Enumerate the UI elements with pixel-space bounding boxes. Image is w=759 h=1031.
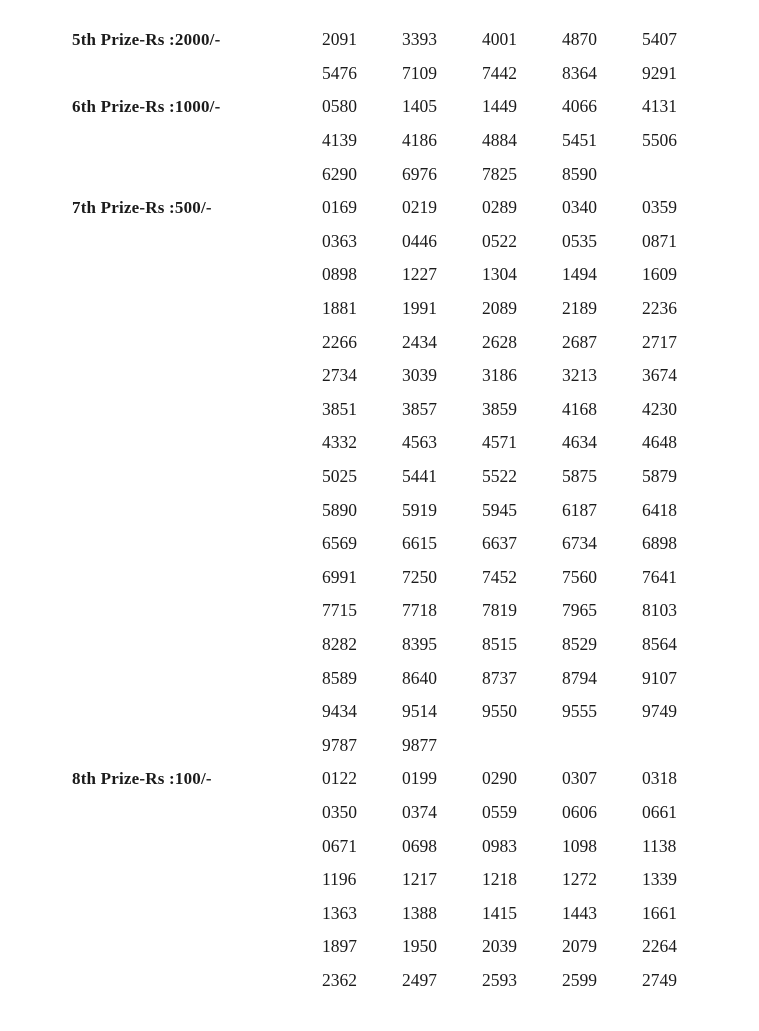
winning-number: 5879 [642,466,677,487]
winning-number: 3851 [322,398,357,419]
table-row [72,728,759,762]
winning-number: 6976 [402,163,437,184]
table-row [72,661,759,695]
table-row [72,594,759,628]
winning-number: 4634 [562,432,597,453]
winning-number: 7965 [562,600,597,621]
winning-number: 2079 [562,936,597,957]
winning-number: 5522 [482,466,517,487]
winning-number: 4168 [562,398,597,419]
table-row [72,964,759,998]
winning-number: 6418 [642,499,677,520]
winning-number: 2628 [482,331,517,352]
winning-number: 0307 [562,768,597,789]
winning-number: 7442 [482,62,517,83]
prize-tier-label: 6th Prize-Rs :1000/- [72,96,221,116]
winning-number: 6569 [322,533,357,554]
winning-number: 8103 [642,600,677,621]
winning-number: 0169 [322,197,357,218]
table-row [72,191,759,225]
winning-number: 8590 [562,163,597,184]
winning-number: 0340 [562,197,597,218]
winning-number: 1950 [402,936,437,957]
winning-number: 8564 [642,633,677,654]
winning-number: 0350 [322,801,357,822]
winning-number: 8364 [562,62,597,83]
prize-tier-label: 7th Prize-Rs :500/- [72,197,212,217]
table-row [72,124,759,158]
winning-number: 9877 [402,734,437,755]
prize-tier-label: 8th Prize-Rs :100/- [72,768,212,788]
winning-number: 2734 [322,365,357,386]
table-row [72,426,759,460]
winning-number: 3857 [402,398,437,419]
winning-number: 5875 [562,466,597,487]
winning-number: 1388 [402,902,437,923]
table-row [72,90,759,124]
winning-number: 9787 [322,734,357,755]
winning-number: 1227 [402,264,437,285]
winning-number: 8794 [562,667,597,688]
winning-number: 1218 [482,869,517,890]
winning-number: 1991 [402,298,437,319]
table-row [72,829,759,863]
table-row [72,863,759,897]
winning-number: 9749 [642,701,677,722]
winning-number: 5890 [322,499,357,520]
winning-number: 1897 [322,936,357,957]
winning-number: 3859 [482,398,517,419]
winning-number: 6637 [482,533,517,554]
winning-number: 0363 [322,230,357,251]
winning-number: 6615 [402,533,437,554]
table-row [72,796,759,830]
winning-number: 0318 [642,768,677,789]
winning-number: 4571 [482,432,517,453]
winning-number: 0522 [482,230,517,251]
winning-number: 0199 [402,768,437,789]
winning-number: 6734 [562,533,597,554]
winning-number: 4563 [402,432,437,453]
winning-number: 4066 [562,96,597,117]
winning-number: 4884 [482,130,517,151]
winning-number: 1272 [562,869,597,890]
table-row [72,896,759,930]
winning-number: 3674 [642,365,677,386]
prize-tier-label: 5th Prize-Rs :2000/- [72,29,221,49]
table-row [72,393,759,427]
winning-number: 2599 [562,969,597,990]
winning-number: 2687 [562,331,597,352]
table-row [72,292,759,326]
winning-number: 7715 [322,600,357,621]
winning-number: 2749 [642,969,677,990]
table-row [72,493,759,527]
winning-number: 1196 [322,869,357,890]
winning-number: 5945 [482,499,517,520]
table-row [72,628,759,662]
winning-number: 9550 [482,701,517,722]
winning-number: 1405 [402,96,437,117]
winning-number: 5506 [642,130,677,151]
winning-number: 8737 [482,667,517,688]
winning-number: 7819 [482,600,517,621]
table-row [72,225,759,259]
winning-number: 2089 [482,298,517,319]
winning-number: 8589 [322,667,357,688]
winning-number: 4230 [642,398,677,419]
winning-number: 1415 [482,902,517,923]
winning-number: 1661 [642,902,677,923]
table-row [72,460,759,494]
winning-number: 8395 [402,633,437,654]
winning-number: 1449 [482,96,517,117]
winning-number: 2266 [322,331,357,352]
winning-number: 2189 [562,298,597,319]
table-row [72,695,759,729]
winning-number: 0559 [482,801,517,822]
winning-number: 2362 [322,969,357,990]
winning-number: 4131 [642,96,677,117]
winning-number: 2264 [642,936,677,957]
winning-number: 9291 [642,62,677,83]
winning-number: 8515 [482,633,517,654]
winning-number: 9107 [642,667,677,688]
winning-number: 2039 [482,936,517,957]
winning-number: 6290 [322,163,357,184]
winning-number: 1217 [402,869,437,890]
winning-number: 1138 [642,835,677,856]
winning-number: 2434 [402,331,437,352]
winning-number: 2593 [482,969,517,990]
winning-number: 3213 [562,365,597,386]
table-row [72,930,759,964]
table-row [72,561,759,595]
winning-number: 3039 [402,365,437,386]
winning-number: 2091 [322,29,357,50]
winning-number: 4648 [642,432,677,453]
winning-number: 4001 [482,29,517,50]
winning-number: 0359 [642,197,677,218]
winning-number: 1881 [322,298,357,319]
winning-number: 6898 [642,533,677,554]
winning-number: 1494 [562,264,597,285]
winning-number: 9514 [402,701,437,722]
winning-number: 7109 [402,62,437,83]
winning-number: 1609 [642,264,677,285]
table-row [72,325,759,359]
winning-number: 6991 [322,566,357,587]
table-row [72,23,759,57]
winning-number: 4139 [322,130,357,151]
winning-number: 9434 [322,701,357,722]
winning-number: 0606 [562,801,597,822]
winning-number: 0535 [562,230,597,251]
table-row [72,258,759,292]
winning-number: 1443 [562,902,597,923]
winning-number: 4186 [402,130,437,151]
winning-number: 5407 [642,29,677,50]
winning-number: 0983 [482,835,517,856]
winning-number: 0580 [322,96,357,117]
winning-number: 0661 [642,801,677,822]
winning-number: 5441 [402,466,437,487]
winning-number: 1339 [642,869,677,890]
winning-number: 5476 [322,62,357,83]
table-row [72,359,759,393]
winning-number: 5919 [402,499,437,520]
winning-number: 7250 [402,566,437,587]
winning-number: 6187 [562,499,597,520]
winning-number: 1304 [482,264,517,285]
table-row [72,762,759,796]
winning-number: 2236 [642,298,677,319]
winning-number: 8640 [402,667,437,688]
winning-number: 5025 [322,466,357,487]
winning-number: 2497 [402,969,437,990]
winning-number: 4332 [322,432,357,453]
winning-number: 0374 [402,801,437,822]
winning-number: 7641 [642,566,677,587]
winning-number: 7452 [482,566,517,587]
winning-number: 7825 [482,163,517,184]
table-row [72,527,759,561]
winning-number: 7718 [402,600,437,621]
winning-number: 0122 [322,768,357,789]
winning-number: 1363 [322,902,357,923]
winning-number: 3393 [402,29,437,50]
winning-number: 7560 [562,566,597,587]
winning-number: 0219 [402,197,437,218]
winning-number: 0671 [322,835,357,856]
winning-number: 2717 [642,331,677,352]
winning-number: 0446 [402,230,437,251]
winning-number: 5451 [562,130,597,151]
winning-number: 0871 [642,230,677,251]
winning-number: 8529 [562,633,597,654]
winning-number: 0698 [402,835,437,856]
winning-number: 0290 [482,768,517,789]
winning-number: 8282 [322,633,357,654]
winning-number: 9555 [562,701,597,722]
winning-number: 4870 [562,29,597,50]
winning-number: 1098 [562,835,597,856]
table-row [72,57,759,91]
winning-number: 3186 [482,365,517,386]
winning-number: 0289 [482,197,517,218]
winning-number: 0898 [322,264,357,285]
table-row [72,157,759,191]
